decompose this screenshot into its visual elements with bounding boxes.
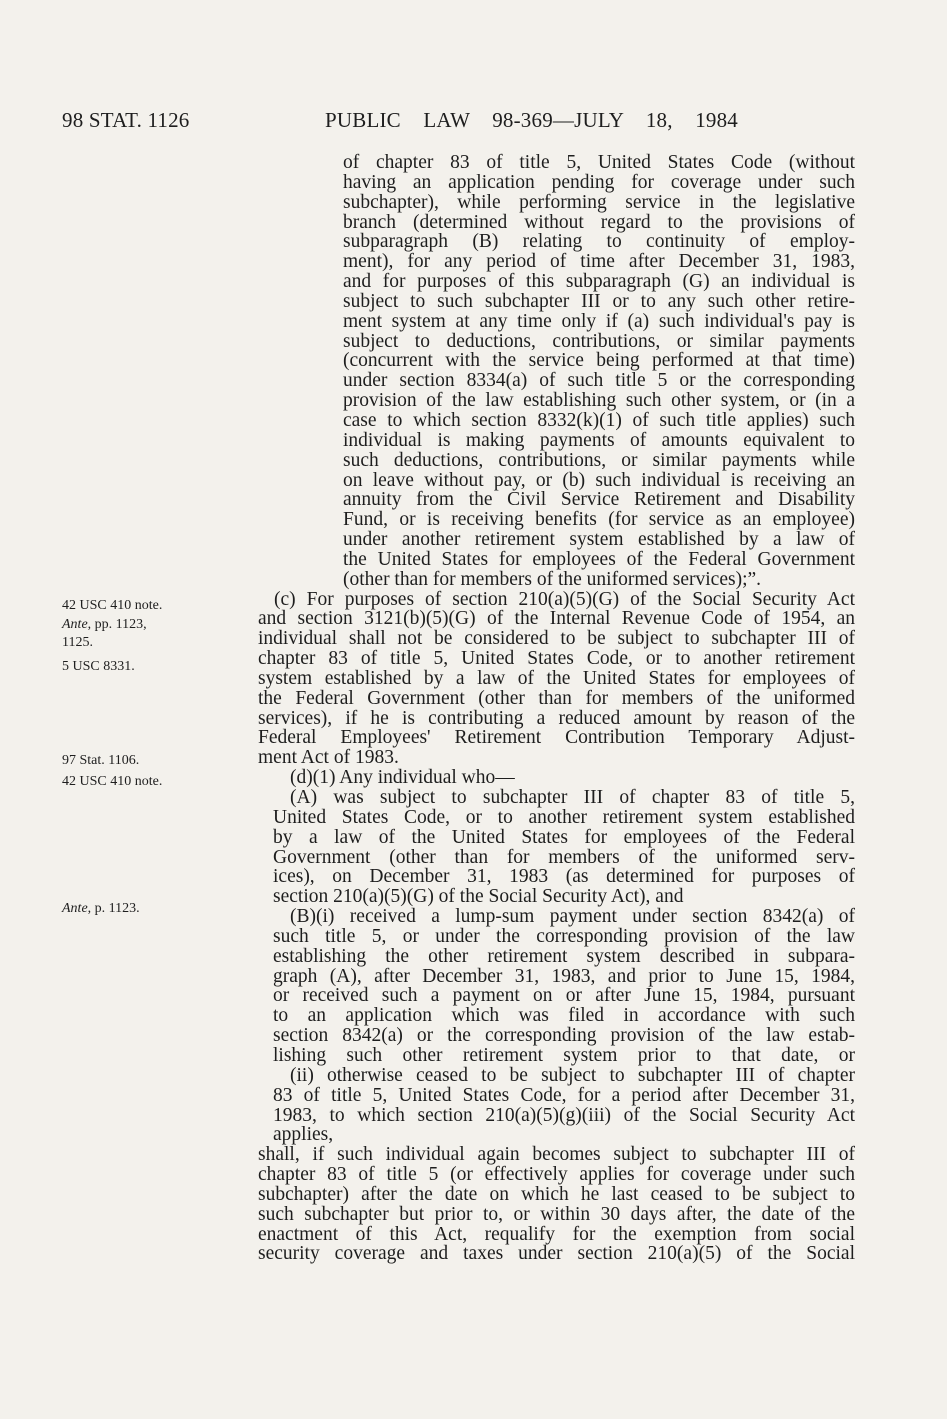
text-line: security coverage and taxes under section 210(a)(5) of the Social bbox=[258, 1243, 855, 1265]
text-line: provision of the law establishing such other system, or (in a bbox=[343, 390, 855, 412]
text-line: section 8342(a) or the corresponding provision of the law estab- bbox=[273, 1025, 855, 1047]
margin-note-text: , p. 1123. bbox=[87, 901, 140, 916]
margin-note-text: 5 USC 8331. bbox=[62, 659, 135, 674]
text-line: the United States for employees of the Federal Government bbox=[343, 548, 855, 570]
text-line: (d)(1) Any individual who— bbox=[290, 767, 515, 789]
margin-note-text: 42 USC 410 note. bbox=[62, 774, 163, 789]
text-line: lishing such other retirement system prior to that date, or bbox=[273, 1044, 855, 1066]
margin-note-italic: Ante bbox=[62, 901, 88, 916]
text-line: subchapter) after the date on which he last ceased to be subject to bbox=[258, 1183, 855, 1205]
text-line: the Federal Government (other than for members of the uniformed bbox=[258, 687, 855, 709]
margin-note bbox=[62, 900, 140, 917]
text-line: enactment of this Act, requalify for the exemption from social bbox=[258, 1223, 855, 1245]
text-line: case to which section 8332(k)(1) of such title applies) such bbox=[343, 409, 855, 431]
text-line: system established by a law of the United States for employees of bbox=[258, 667, 855, 689]
text-line: branch (determined without regard to the provisions of bbox=[343, 211, 855, 233]
text-line: (A) was subject to subchapter III of chapter 83 of title 5, bbox=[290, 787, 855, 808]
statute-body bbox=[258, 153, 855, 1264]
text-line: having an application pending for coverage under such bbox=[343, 171, 855, 193]
text-line: annuity from the Civil Service Retirement and Disability bbox=[343, 489, 855, 511]
text-line: ment system at any time only if (a) such individual's pay is bbox=[343, 310, 855, 332]
text-line: and for purposes of this subparagraph (G) an individual is bbox=[343, 271, 855, 293]
running-header-title: PUBLIC LAW 98-369—JULY 18, 1984 bbox=[325, 108, 738, 132]
paragraph-d1 bbox=[258, 768, 855, 788]
text-line: to an application which was filed in accordance with such bbox=[273, 1005, 855, 1027]
margin-note-text: 42 USC 410 note. bbox=[62, 598, 163, 613]
text-line: under another retirement system established by a law of bbox=[343, 529, 855, 551]
text-line: (B)(i) received a lump-sum payment under section 8342(a) of bbox=[290, 906, 855, 928]
margin-note bbox=[62, 597, 162, 614]
text-line: Government (other than for members of the uniformed serv- bbox=[273, 846, 855, 868]
text-line: United States Code, or to another retirement system established bbox=[273, 806, 855, 828]
paragraph-ii bbox=[258, 1066, 855, 1145]
text-line: Fund, or is receiving benefits (for service as an employee) bbox=[343, 509, 855, 531]
text-line: ment), for any period of time after December 31, 1983, bbox=[343, 251, 855, 273]
text-line: ment Act of 1983. bbox=[258, 747, 399, 769]
text-line: by a law of the United States for employees of the Federal bbox=[273, 826, 855, 848]
text-line: 1983, to which section 210(a)(5)(g)(iii) of the Social Security Act bbox=[273, 1104, 855, 1126]
margin-note bbox=[62, 752, 139, 769]
text-line: such deductions, contributions, or similar payments while bbox=[343, 449, 855, 471]
text-line: graph (A), after December 31, 1983, and prior to June 15, 1984, bbox=[273, 965, 855, 987]
paragraph-cont bbox=[258, 153, 855, 590]
margin-note bbox=[62, 658, 135, 675]
margin-note bbox=[62, 616, 147, 633]
paragraph-c bbox=[258, 590, 855, 769]
text-line: (concurrent with the service being performed at that time) bbox=[343, 350, 855, 372]
margin-note-text: , pp. 1123, bbox=[87, 617, 147, 632]
text-line: subject to deductions, contributions, or similar payments bbox=[343, 330, 855, 352]
text-line: 83 of title 5, United States Code, for a period after December 31, bbox=[273, 1084, 855, 1106]
text-line: (other than for members of the uniformed services);”. bbox=[343, 568, 762, 590]
margin-note-text: 97 Stat. 1106. bbox=[62, 753, 140, 768]
text-line: under section 8334(a) of such title 5 or the corresponding bbox=[343, 370, 855, 392]
stat-page-number: 98 STAT. 1126 bbox=[62, 108, 190, 132]
text-line: or received such a payment on or after June 15, 1984, pursuant bbox=[273, 985, 855, 1007]
text-line: subchapter), while performing service in the legislative bbox=[343, 191, 855, 213]
paragraph-shall bbox=[258, 1145, 855, 1264]
paragraph-Bi bbox=[258, 907, 855, 1066]
text-line: services), if he is contributing a reduced amount by reason of the bbox=[258, 707, 855, 729]
text-line: establishing the other retirement system described in subpara- bbox=[273, 945, 855, 967]
text-line: section 210(a)(5)(G) of the Social Security Act), and bbox=[273, 886, 684, 908]
text-line: subparagraph (B) relating to continuity of employ- bbox=[343, 231, 855, 253]
paragraph-A bbox=[258, 788, 855, 907]
text-line: on leave without pay, or (b) such individual is receiving an bbox=[343, 469, 855, 491]
text-line: (ii) otherwise ceased to be subject to subchapter III of chapter bbox=[290, 1064, 855, 1086]
text-line: shall, if such individual again becomes subject to subchapter III of bbox=[258, 1144, 855, 1166]
margin-note bbox=[62, 634, 93, 651]
text-line: of chapter 83 of title 5, United States Code (without bbox=[343, 152, 855, 173]
text-line: such subchapter but prior to, or within 30 days after, the date of the bbox=[258, 1203, 855, 1225]
text-line: individual shall not be considered to be subject to subchapter III of bbox=[258, 628, 855, 650]
margin-note bbox=[62, 773, 162, 790]
text-line: such title 5, or under the corresponding provision of the law bbox=[273, 925, 855, 947]
text-line: ices), on December 31, 1983 (as determined for purposes of bbox=[273, 866, 855, 888]
text-line: individual is making payments of amounts equivalent to bbox=[343, 429, 855, 451]
text-line: chapter 83 of title 5 (or effectively applies for coverage under such bbox=[258, 1164, 855, 1186]
text-line: and section 3121(b)(5)(G) of the Internal Revenue Code of 1954, an bbox=[258, 608, 855, 630]
text-line: subject to such subchapter III or to any such other retire- bbox=[343, 290, 855, 312]
text-line: Federal Employees' Retirement Contribution Temporary Adjust- bbox=[258, 727, 855, 749]
text-line: chapter 83 of title 5, United States Code, or to another retirement bbox=[258, 648, 855, 670]
text-line: applies, bbox=[273, 1124, 334, 1146]
text-line: (c) For purposes of section 210(a)(5)(G) of the Social Security Act bbox=[274, 588, 855, 610]
margin-note-italic: Ante bbox=[62, 617, 88, 632]
margin-note-text: 1125. bbox=[62, 635, 93, 650]
